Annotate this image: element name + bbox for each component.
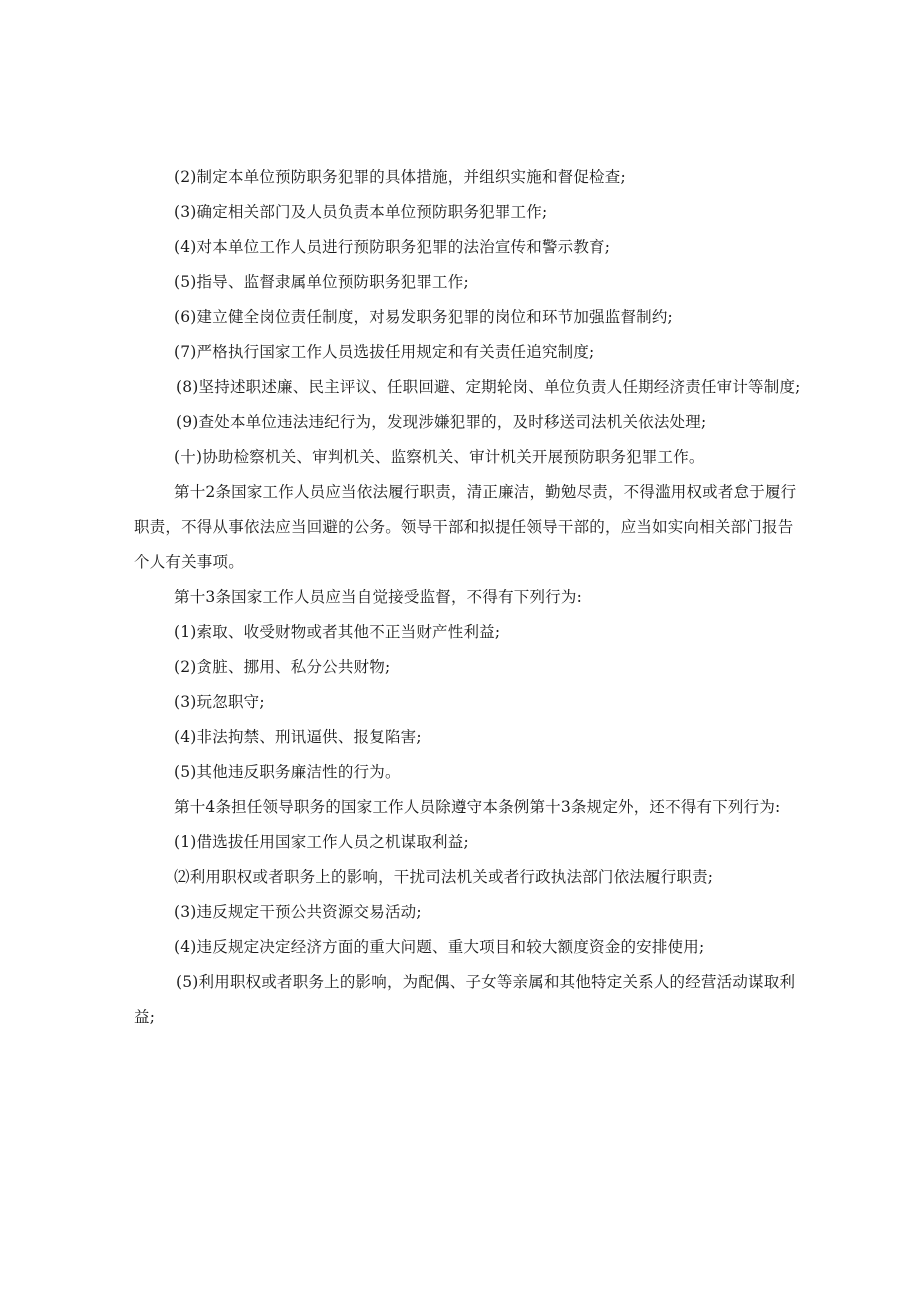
paragraph-item-8: (8)坚持述职述廉、民主评议、任职回避、定期轮岗、单位负责人任期经济责任审计等制度; bbox=[176, 378, 801, 396]
paragraph-item-7: (7)严格执行国家工作人员选拔任用规定和有关责任追究制度; bbox=[174, 343, 595, 361]
paragraph-item-6: (6)建立健全岗位责任制度，对易发职务犯罪的岗位和环节加强监督制约; bbox=[174, 308, 673, 326]
article-14-item-5: (5)利用职权或者职务上的影响，为配偶、子女等亲属和其他特定关系人的经营活动谋取利益; bbox=[134, 973, 796, 1026]
article-12: 第十2条国家工作人员应当依法履行职责，清正廉洁，勤勉尽责，不得滥用权或者怠于履行职责，不得从事依法应当回避的公务。领导干部和拟提任领导干部的，应当如实向相关部门报告个人有关事项。 bbox=[134, 483, 797, 571]
paragraph-item-3: (3)确定相关部门及人员负责本单位预防职务犯罪工作; bbox=[174, 203, 548, 221]
paragraph-item-2: (2)制定本单位预防职务犯罪的具体措施，并组织实施和督促检查; bbox=[174, 168, 626, 186]
paragraph-item-10: (十)协助检察机关、审判机关、监察机关、审计机关开展预防职务犯罪工作。 bbox=[174, 448, 705, 466]
article-14-item-3: (3)违反规定干预公共资源交易活动; bbox=[174, 903, 422, 921]
article-13-item-1: (1)索取、收受财物或者其他不正当财产性利益; bbox=[174, 623, 501, 641]
article-13-item-4: (4)非法拘禁、刑讯逼供、报复陷害; bbox=[174, 728, 422, 746]
article-14-item-2: ⑵利用职权或者职务上的影响，干扰司法机关或者行政执法部门依法履行职责; bbox=[174, 868, 714, 886]
article-13-item-3: (3)玩忽职守; bbox=[174, 693, 265, 711]
paragraph-item-9: (9)查处本单位违法违纪行为，发现涉嫌犯罪的，及时移送司法机关依法处理; bbox=[176, 413, 707, 431]
article-13-item-5: (5)其他违反职务廉洁性的行为。 bbox=[174, 763, 401, 781]
paragraph-item-5: (5)指导、监督隶属单位预防职务犯罪工作; bbox=[174, 273, 469, 291]
paragraph-item-4: (4)对本单位工作人员进行预防职务犯罪的法治宣传和警示教育; bbox=[174, 238, 611, 256]
article-14: 第十4条担任领导职务的国家工作人员除遵守本条例第十3条规定外，还不得有下列行为: bbox=[174, 798, 781, 816]
article-14-item-4: (4)违反规定决定经济方面的重大问题、重大项目和较大额度资金的安排使用; bbox=[174, 938, 705, 956]
article-13: 第十3条国家工作人员应当自觉接受监督，不得有下列行为: bbox=[174, 588, 582, 606]
article-14-item-1: (1)借选拔任用国家工作人员之机谋取利益; bbox=[174, 833, 469, 851]
document-body bbox=[134, 160, 804, 1035]
article-13-item-2: (2)贪脏、挪用、私分公共财物; bbox=[174, 658, 391, 676]
